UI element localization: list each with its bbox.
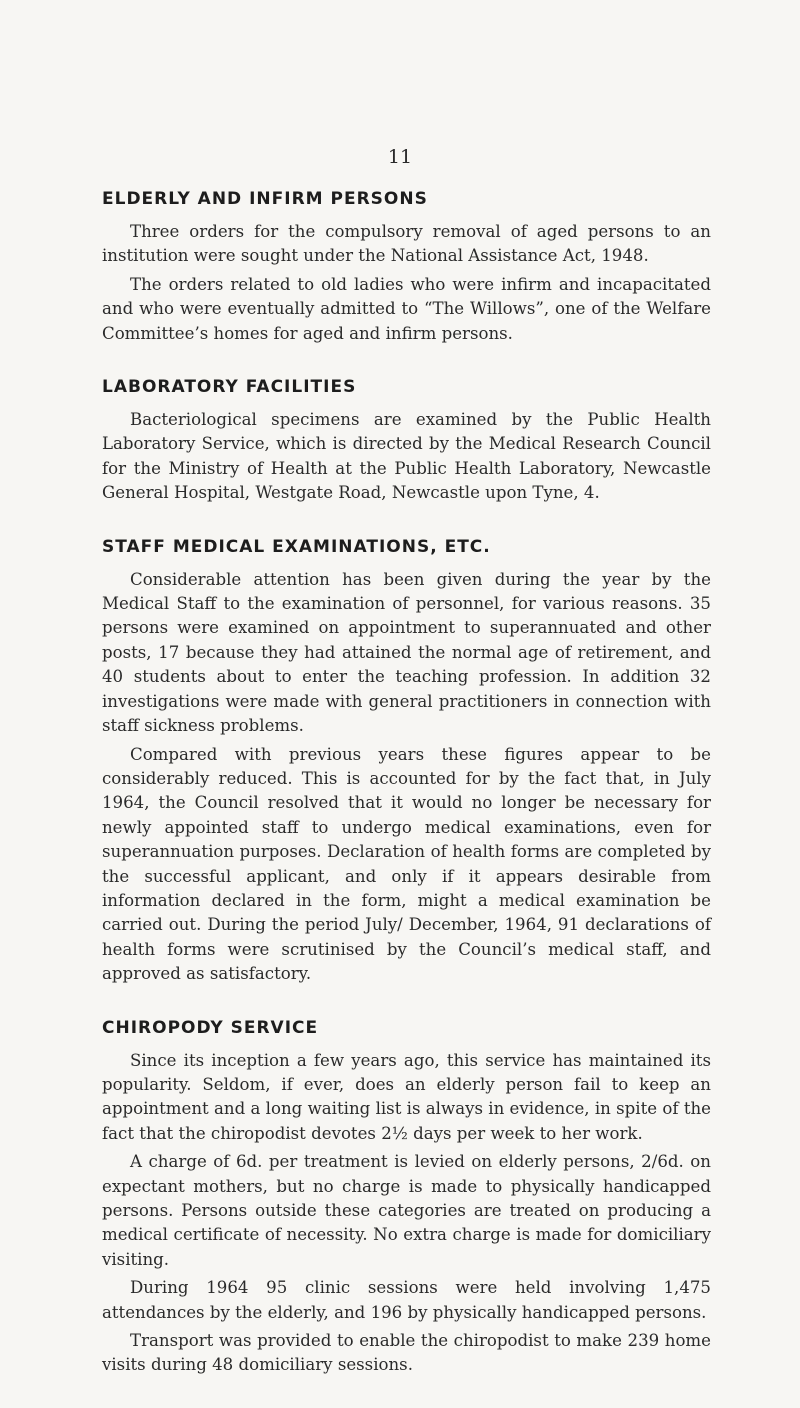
section-laboratory-facilities bbox=[102, 376, 711, 506]
paragraph: The orders related to old ladies who were infirm and incapacitated and who were eventually admitted to “The Willows”, one of the Welfare Committee’s homes for aged and infirm persons. bbox=[102, 274, 711, 343]
section-heading: LABORATORY FACILITIES bbox=[102, 377, 357, 398]
paragraph: Compared with previous years these figures appear to be considerably reduced. This is accounted for by the fact that, in July 1964, the Council resolved that it would no longer be necessary for newly appointed staff to undergo medical examinations, even for superannuation purposes. Declaration of health forms are completed by the successful applicant, and only if it appears desirable from information declared in the form, might a medical examination be carried out. During the period July/ December, 1964, 91 declarations of health forms were scrutinised by the Council’s medical staff, and approved as satisfactory. bbox=[102, 744, 711, 984]
section-heading: ELDERLY AND INFIRM PERSONS bbox=[102, 189, 428, 209]
paragraph: Considerable attention has been given during the year by the Medical Staff to the examination of personnel, for various reasons. 35 persons were examined on appointment to superannuated and other posts, 17 because they had attained the normal age of retirement, and 40 students about to enter the teaching profession. In addition 32 investigations were made with general practitioners in connection with staff sickness problems. bbox=[102, 569, 711, 736]
section-heading: STAFF MEDICAL EXAMINATIONS, ETC. bbox=[102, 536, 491, 557]
paragraph: A charge of 6d. per treatment is levied on elderly persons, 2/6d. on expectant mothers, but no charge is made to physically handicapped persons. Persons outside these categories are treated on producing a medical certificate of necessity. No extra charge is made for domiciliary visiting. bbox=[102, 1152, 711, 1269]
paragraph: Since its inception a few years ago, this service has maintained its popularity. Seldom, if ever, does an elderly person fail to keep an appointment and a long waiting list is always in evidence, in spite of the fact that the chiropodist devotes 2½ days per week to her work. bbox=[102, 1050, 711, 1143]
page-content bbox=[102, 188, 711, 1408]
section-chiropody-service bbox=[102, 1017, 711, 1378]
page-number: 11 bbox=[387, 146, 413, 168]
paragraph: Three orders for the compulsory removal of aged persons to an institution were sought under the National Assistance Act, 1948. bbox=[102, 222, 711, 266]
paragraph: Bacteriological specimens are examined by the Public Health Laboratory Service, which is directed by the Medical Research Council for the Ministry of Health at the Public Health Laboratory, Newcastle General Hospital, Westgate Road, Newcastle upon Tyne, 4. bbox=[102, 410, 711, 503]
section-staff-medical bbox=[102, 536, 711, 987]
section-elderly-infirm bbox=[102, 188, 711, 346]
paragraph: During 1964 95 clinic sessions were held involving 1,475 attendances by the elderly, and 196 by physically handicapped persons. bbox=[102, 1278, 711, 1322]
section-heading: CHIROPODY SERVICE bbox=[102, 1017, 319, 1038]
paragraph: Transport was provided to enable the chiropodist to make 239 home visits during 48 domiciliary sessions. bbox=[102, 1331, 711, 1375]
